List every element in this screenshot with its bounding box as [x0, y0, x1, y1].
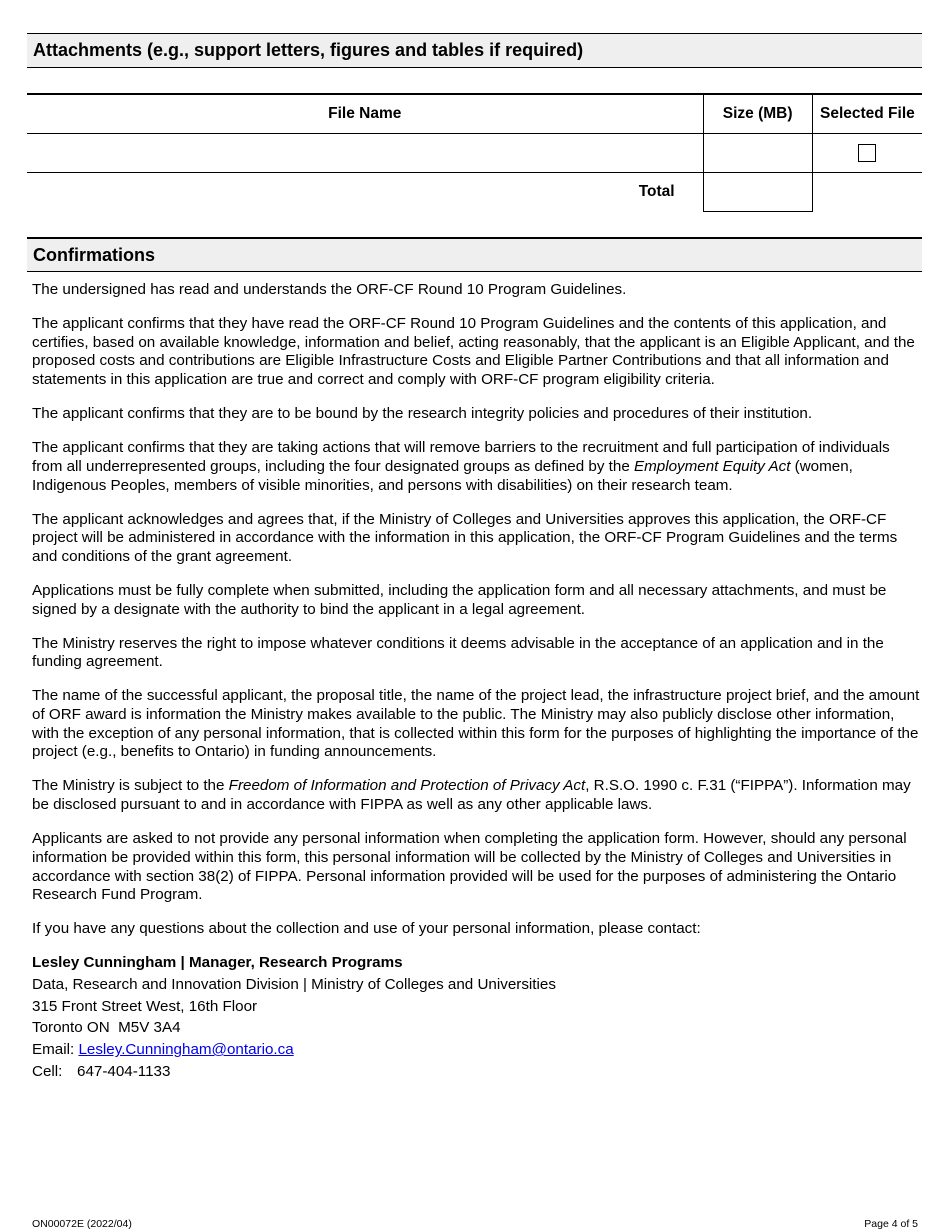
selected-file-checkbox[interactable]	[858, 144, 876, 162]
total-row	[27, 173, 922, 212]
total-label: Total	[638, 183, 675, 201]
paragraph-text: The Ministry is subject to the	[32, 777, 229, 795]
selected-file-cell	[812, 134, 922, 173]
total-size-field[interactable]	[703, 173, 812, 212]
attachments-heading: Attachments (e.g., support letters, figures and tables if required)	[27, 33, 922, 68]
cell-number: 647-404-1133	[77, 1062, 171, 1080]
contact-block	[32, 952, 922, 1082]
paragraph: The applicant acknowledges and agrees that, if the Ministry of Colleges and Universities approves this application, the ORF-CF project will be administered in accordance with the information in this application, the ORF-CF Program Guidelines and the terms and conditions of the grant agreement.	[32, 510, 898, 565]
page-number: Page 4 of 5	[864, 1218, 918, 1230]
paragraph-text: The applicant confirms that they are taking actions that will remove barriers to the recruitment and full participation of individuals from all underrepresented groups, including the four designated groups as defined by the	[32, 439, 890, 475]
paragraph: The name of the successful applicant, the proposal title, the name of the project lead, the infrastructure project brief, and the amount of ORF award is information the Ministry makes available to the public. The Ministry may also publicly disclose other information, with the exception of any personal information, that is collected within this form for the purposes of highlighting the importance of the project (e.g., benefits to Ontario) in funding announcements.	[32, 687, 920, 761]
paragraph: The applicant confirms that they are to be bound by the research integrity policies and procedures of their institution.	[32, 405, 813, 423]
column-header-file-name: File Name	[27, 94, 703, 134]
confirmations-body	[32, 281, 922, 1082]
paragraph: If you have any questions about the collection and use of your personal information, please contact:	[32, 920, 701, 938]
column-header-size: Size (MB)	[703, 94, 812, 134]
total-empty-cell	[812, 173, 922, 212]
paragraph	[32, 777, 922, 814]
table-header-row	[27, 94, 922, 134]
contact-address-line-2: Toronto ON M5V 3A4	[32, 1019, 181, 1037]
contact-cell-line	[32, 1061, 922, 1083]
confirmations-heading: Confirmations	[27, 237, 922, 272]
file-name-cell[interactable]	[27, 134, 703, 173]
paragraph: The applicant confirms that they have read the ORF-CF Round 10 Program Guidelines and the contents of this application, and certifies, based on available knowledge, information and belief, acting reasonably, that the applicant is an Eligible Applicant, and the proposed costs and contributions are Eligible Infrastructure Costs and Eligible Partner Contributions and that all information and statements in this application are true and correct and comply with ORF-CF program eligibility criteria.	[32, 315, 915, 389]
cell-label: Cell:	[32, 1062, 63, 1080]
paragraph-text: (women, Indigenous Peoples, members of visible minorities, and persons with disabilities) on their research team.	[32, 457, 853, 494]
column-header-selected-file: Selected File	[812, 94, 922, 134]
contact-division: Data, Research and Innovation Division | Ministry of Colleges and Universities	[32, 975, 556, 993]
contact-email-line	[32, 1039, 922, 1061]
act-title: Freedom of Information and Protection of Privacy Act	[228, 777, 586, 795]
act-title: Employment Equity Act	[633, 457, 791, 475]
attachments-table	[27, 93, 922, 212]
paragraph: Applicants are asked to not provide any personal information when completing the application form. However, should any personal information be provided within this form, this personal information will be collected by the Ministry of Colleges and Universities in accordance with section 38(2) of FIPPA. Personal information provided will be used for the purposes of administering the Ontario Research Fund Program.	[32, 830, 907, 904]
file-size-cell[interactable]	[703, 134, 812, 173]
form-id: ON00072E (2022/04)	[32, 1218, 132, 1230]
paragraph	[32, 439, 922, 495]
paragraph: The Ministry reserves the right to impose whatever conditions it deems advisable in the acceptance of an application and in the funding agreement.	[32, 634, 884, 671]
contact-address-line-1: 315 Front Street West, 16th Floor	[32, 997, 258, 1015]
contact-name: Lesley Cunningham | Manager, Research Programs	[32, 954, 403, 972]
email-link[interactable]: Lesley.Cunningham@ontario.ca	[78, 1041, 294, 1059]
email-label: Email:	[32, 1041, 75, 1059]
paragraph: The undersigned has read and understands the ORF-CF Round 10 Program Guidelines.	[32, 281, 627, 298]
paragraph: Applications must be fully complete when submitted, including the application form and all necessary attachments, and must be signed by a designate with the authority to bind the applicant in a legal agreement.	[32, 581, 887, 618]
paragraph-text: , R.S.O. 1990 c. F.31 (“FIPPA”). Information may be disclosed pursuant to and in accordance with FIPPA as well as any other applicable laws.	[32, 777, 911, 814]
table-row	[27, 134, 922, 173]
